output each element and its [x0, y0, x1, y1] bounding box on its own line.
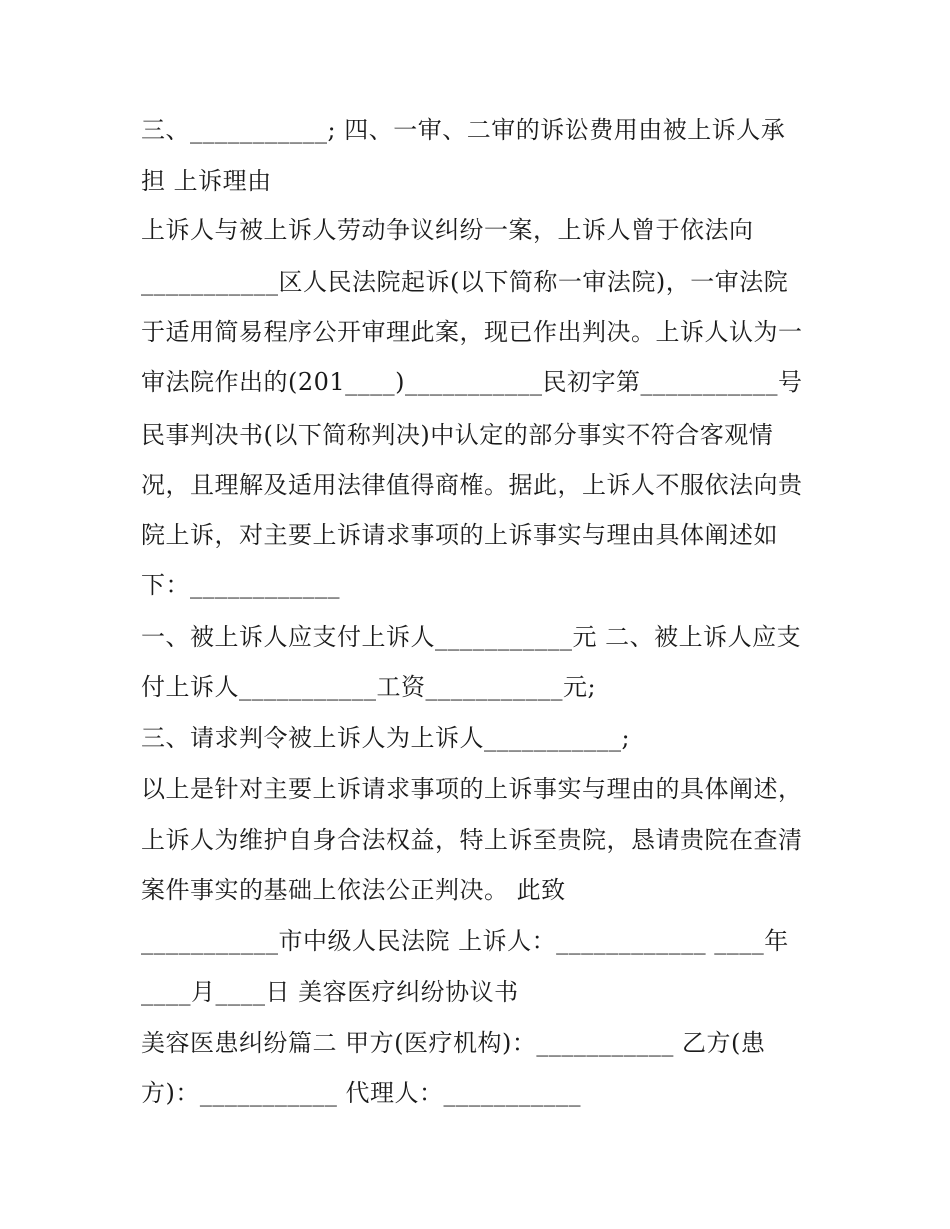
text-line: 担 上诉理由	[141, 167, 272, 195]
text-line: 美容医患纠纷篇二 甲方(医疗机构)：___________ 乙方(患	[141, 1029, 766, 1057]
text-line: 三、请求判令被上诉人为上诉人___________;	[141, 724, 631, 752]
text-line: ____月____日 美容医疗纠纷协议书	[141, 978, 519, 1006]
text-line: ___________市中级人民法院 上诉人：____________ ____年	[141, 927, 789, 955]
text-line: 一、被上诉人应支付上诉人___________元 二、被上诉人应支	[141, 623, 802, 651]
text-line: 上诉人为维护自身合法权益，特上诉至贵院，恳请贵院在查清	[141, 826, 803, 854]
text-line: 三、___________; 四、一审、二审的诉讼费用由被上诉人承	[141, 116, 786, 144]
text-line: 以上是针对主要上诉请求事项的上诉事实与理由的具体阐述，	[141, 775, 803, 803]
text-line: 民事判决书(以下简称判决)中认定的部分事实不符合客观情	[141, 421, 774, 449]
text-line: 院上诉，对主要上诉请求事项的上诉事实与理由具体阐述如	[141, 521, 778, 549]
text-line: 于适用简易程序公开审理此案，现已作出判决。上诉人认为一	[141, 318, 803, 346]
text-line: 况，且理解及适用法律值得商榷。据此，上诉人不服依法向贵	[141, 471, 803, 499]
text-line: 付上诉人___________工资___________元;	[141, 673, 597, 701]
text-line: 上诉人与被上诉人劳动争议纠纷一案，上诉人曾于依法向	[141, 216, 754, 244]
text-line: ___________区人民法院起诉(以下简称一审法院)，一审法院	[141, 268, 789, 296]
text-line: 下：____________	[141, 571, 340, 599]
text-line: 方)：___________ 代理人：___________	[141, 1079, 581, 1107]
text-line: 审法院作出的(201____)___________民初字第___________号	[141, 368, 803, 396]
text-line: 案件事实的基础上依法公正判决。 此致	[141, 876, 566, 904]
